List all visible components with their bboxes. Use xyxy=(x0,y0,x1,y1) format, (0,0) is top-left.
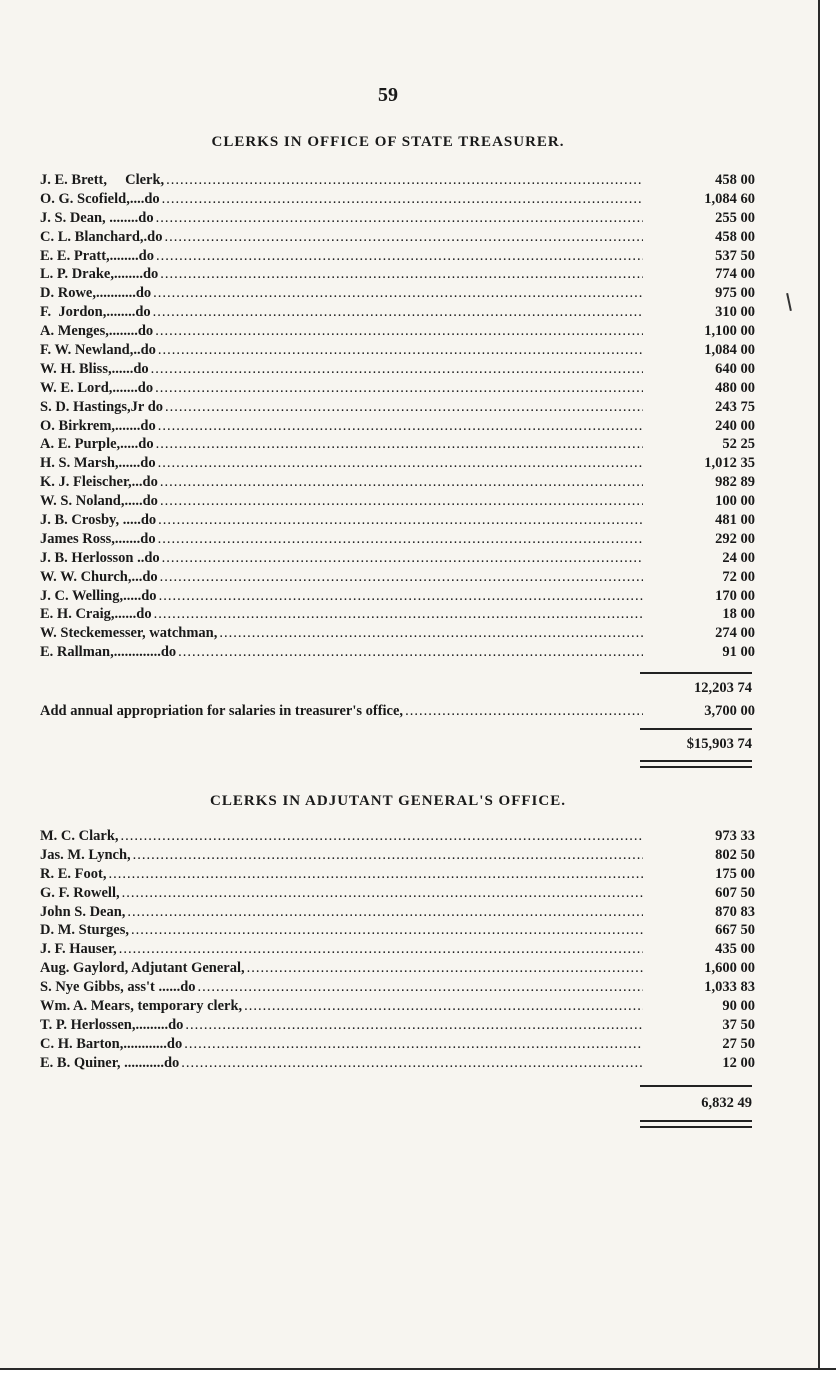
clerk-name: C. H. Barton,............do xyxy=(40,1035,183,1052)
leader-dots xyxy=(244,998,643,1015)
leader-dots xyxy=(185,1017,643,1034)
salary-amount: 774 00 xyxy=(715,266,755,283)
clerk-name: S. Nye Gibbs, ass't ......do xyxy=(40,979,196,996)
clerk-name: D. M. Sturges, xyxy=(40,922,130,939)
clerk-name: J. E. Brett, Clerk, xyxy=(40,172,165,188)
page-edge-right xyxy=(818,0,836,1380)
clerk-name: J. B. Crosby, .....do xyxy=(40,512,157,529)
ledger-row xyxy=(40,625,755,644)
clerk-name: S. D. Hastings,Jr do xyxy=(40,398,164,415)
ledger-row xyxy=(40,436,755,455)
clerk-name: A. Menges,........do xyxy=(40,323,154,340)
leader-dots xyxy=(133,847,643,864)
ledger-row xyxy=(40,847,755,866)
clerk-name: F. Jordon,........do xyxy=(40,304,151,321)
leader-dots xyxy=(219,625,643,642)
leader-dots xyxy=(158,455,643,472)
ledger-row xyxy=(40,455,755,474)
leader-dots xyxy=(158,512,643,529)
leader-dots xyxy=(247,960,643,977)
salary-amount: 18 00 xyxy=(722,606,755,623)
double-rule-bottom xyxy=(640,766,752,768)
ledger-row xyxy=(40,512,755,531)
leader-dots xyxy=(155,323,643,340)
clerk-name: W. S. Noland,.....do xyxy=(40,493,158,510)
salary-amount: 90 00 xyxy=(722,998,755,1015)
adjutant-section-title: CLERKS IN ADJUTANT GENERAL'S OFFICE. xyxy=(210,793,566,809)
salary-amount: 975 00 xyxy=(715,285,755,302)
ledger-row xyxy=(40,493,755,512)
clerk-name: J. F. Hauser, xyxy=(40,941,117,958)
leader-dots xyxy=(127,904,643,921)
ledger-row xyxy=(40,922,755,941)
clerk-name: A. E. Purple,.....do xyxy=(40,436,154,453)
ledger-row xyxy=(40,1036,755,1055)
treasurer-total: $15,903 74 xyxy=(686,736,752,752)
ledger-row xyxy=(40,304,755,323)
salary-amount: 1,084 60 xyxy=(704,190,755,207)
salary-amount: 640 00 xyxy=(715,360,755,377)
clerk-name: D. Rowe,...........do xyxy=(40,285,152,302)
ledger-row xyxy=(40,323,755,342)
salary-amount: 243 75 xyxy=(715,398,755,415)
ledger-row xyxy=(40,569,755,588)
treasurer-section-title: CLERKS IN OFFICE OF STATE TREASURER. xyxy=(211,134,565,150)
salary-amount: 91 00 xyxy=(722,644,755,661)
clerk-name: E. B. Quiner, ...........do xyxy=(40,1054,180,1071)
adjutant-ledger xyxy=(40,828,755,1074)
clerk-name: L. P. Drake,........do xyxy=(40,266,159,283)
leader-dots xyxy=(198,979,643,996)
ledger-row xyxy=(40,885,755,904)
salary-amount: 100 00 xyxy=(715,493,755,510)
ledger-row xyxy=(40,380,755,399)
leader-dots xyxy=(119,941,643,958)
ledger-row xyxy=(40,418,755,437)
page-number: 59 xyxy=(378,84,398,106)
ledger-row xyxy=(40,998,755,1017)
salary-amount: 255 00 xyxy=(715,209,755,226)
clerk-name: W. H. Bliss,......do xyxy=(40,360,149,377)
ledger-row xyxy=(40,866,755,885)
ledger-row xyxy=(40,941,755,960)
clerk-name: J. C. Welling,.....do xyxy=(40,587,157,604)
ledger-row xyxy=(40,285,755,304)
salary-amount: 1,012 35 xyxy=(704,455,755,472)
treasurer-subtotal: 12,203 74 xyxy=(694,680,752,696)
ledger-row xyxy=(40,191,755,210)
clerk-name: M. C. Clark, xyxy=(40,828,119,844)
treasurer-ledger xyxy=(40,172,755,663)
leader-dots xyxy=(154,606,643,623)
clerk-name: John S. Dean, xyxy=(40,903,126,920)
salary-amount: 607 50 xyxy=(715,884,755,901)
ledger-row xyxy=(40,606,755,625)
leader-dots xyxy=(153,285,643,302)
ledger-row xyxy=(40,172,755,191)
subtotal-rule xyxy=(640,672,752,674)
double-rule-top xyxy=(640,760,752,762)
leader-dots xyxy=(156,210,643,227)
clerk-name: J. B. Herlosson ..do xyxy=(40,549,160,566)
salary-amount: 1,033 83 xyxy=(704,979,755,996)
clerk-name: W. Steckemesser, watchman, xyxy=(40,625,218,642)
clerk-name: Wm. A. Mears, temporary clerk, xyxy=(40,998,243,1015)
salary-amount: 37 50 xyxy=(722,1016,755,1033)
adjutant-double-rule-top xyxy=(640,1120,752,1122)
ledger-row xyxy=(40,960,755,979)
clerk-name: Jas. M. Lynch, xyxy=(40,846,131,863)
leader-dots xyxy=(153,304,643,321)
clerk-name: G. F. Rowell, xyxy=(40,884,120,901)
salary-amount: 292 00 xyxy=(715,530,755,547)
leader-dots xyxy=(158,342,643,359)
salary-amount: 537 50 xyxy=(715,247,755,264)
ledger-row xyxy=(40,229,755,248)
adjutant-double-rule-bottom xyxy=(640,1126,752,1128)
leader-dots xyxy=(160,569,643,586)
leader-dots xyxy=(165,399,643,416)
salary-amount: 1,600 00 xyxy=(704,960,755,977)
salary-amount: 973 33 xyxy=(715,828,755,844)
salary-amount: 52 25 xyxy=(722,436,755,453)
clerk-name: W. W. Church,...do xyxy=(40,568,158,585)
salary-amount: 274 00 xyxy=(715,625,755,642)
clerk-name: J. S. Dean, ........do xyxy=(40,209,154,226)
ledger-row xyxy=(40,361,755,380)
leader-dots xyxy=(160,266,643,283)
leader-dots xyxy=(184,1036,643,1053)
leader-dots xyxy=(156,248,643,265)
salary-amount: 27 50 xyxy=(722,1035,755,1052)
salary-amount: 982 89 xyxy=(715,474,755,491)
salary-amount: 802 50 xyxy=(715,846,755,863)
clerk-name: R. E. Foot, xyxy=(40,865,107,882)
adjutant-total: 6,832 49 xyxy=(701,1095,752,1111)
appropriation-amount: 3,700 00 xyxy=(704,703,755,719)
ledger-row xyxy=(40,399,755,418)
salary-amount: 12 00 xyxy=(722,1054,755,1071)
salary-amount: 24 00 xyxy=(722,549,755,566)
salary-amount: 240 00 xyxy=(715,417,755,434)
page-edge-bottom xyxy=(0,1368,836,1380)
clerk-name: H. S. Marsh,......do xyxy=(40,455,156,472)
leader-dots xyxy=(122,885,643,902)
leader-dots xyxy=(158,531,643,548)
ledger-row xyxy=(40,588,755,607)
salary-amount: 175 00 xyxy=(715,865,755,882)
ledger-row xyxy=(40,550,755,569)
clerk-name: F. W. Newland,..do xyxy=(40,342,156,359)
ledger-row xyxy=(40,474,755,493)
ledger-row xyxy=(40,248,755,267)
ledger-row xyxy=(40,342,755,361)
leader-dots xyxy=(181,1055,643,1072)
salary-amount: 170 00 xyxy=(715,587,755,604)
salary-amount: 1,084 00 xyxy=(704,342,755,359)
leader-dots xyxy=(155,380,643,397)
salary-amount: 481 00 xyxy=(715,512,755,529)
leader-dots xyxy=(166,172,643,189)
leader-dots xyxy=(156,436,643,453)
leader-dots xyxy=(151,361,643,378)
leader-dots xyxy=(159,588,643,605)
ledger-row xyxy=(40,828,755,847)
salary-amount: 458 00 xyxy=(715,228,755,245)
clerk-name: K. J. Fleischer,...do xyxy=(40,474,158,491)
salary-amount: 667 50 xyxy=(715,922,755,939)
leader-dots xyxy=(162,191,643,208)
clerk-name: C. L. Blanchard,.do xyxy=(40,228,163,245)
adjutant-total-rule xyxy=(640,1085,752,1087)
clerk-name: E. Rallman,.............do xyxy=(40,644,177,661)
clerk-name: O. Birkrem,.......do xyxy=(40,417,156,434)
leader-dots xyxy=(158,418,643,435)
leader-dots xyxy=(164,229,643,246)
clerk-name: O. G. Scofield,....do xyxy=(40,190,160,207)
leader-dots xyxy=(162,550,643,567)
leader-dots xyxy=(160,493,643,510)
margin-mark xyxy=(786,293,792,311)
leader-dots xyxy=(121,828,643,845)
leader-dots xyxy=(178,644,643,661)
salary-amount: 72 00 xyxy=(722,568,755,585)
clerk-name: E. H. Craig,......do xyxy=(40,606,152,623)
clerk-name: W. E. Lord,.......do xyxy=(40,379,154,396)
appropriation-line xyxy=(40,703,755,722)
ledger-row xyxy=(40,1017,755,1036)
ledger-row xyxy=(40,979,755,998)
salary-amount: 435 00 xyxy=(715,941,755,958)
leader-dots xyxy=(405,703,643,720)
salary-amount: 310 00 xyxy=(715,304,755,321)
salary-amount: 458 00 xyxy=(715,172,755,188)
salary-amount: 480 00 xyxy=(715,379,755,396)
leader-dots xyxy=(131,922,643,939)
clerk-name: T. P. Herlossen,.........do xyxy=(40,1016,184,1033)
ledger-row xyxy=(40,904,755,923)
salary-amount: 1,100 00 xyxy=(704,323,755,340)
clerk-name: Aug. Gaylord, Adjutant General, xyxy=(40,960,245,977)
ledger-row xyxy=(40,1055,755,1074)
clerk-name: James Ross,.......do xyxy=(40,530,156,547)
ledger-row xyxy=(40,266,755,285)
leader-dots xyxy=(108,866,643,883)
clerk-name: E. E. Pratt,........do xyxy=(40,247,154,264)
ledger-row xyxy=(40,531,755,550)
ledger-row xyxy=(40,644,755,663)
leader-dots xyxy=(160,474,643,491)
salary-amount: 870 83 xyxy=(715,903,755,920)
appropriation-label: Add annual appropriation for salaries in treasurer's office, xyxy=(40,703,404,719)
total-rule xyxy=(640,728,752,730)
ledger-row xyxy=(40,210,755,229)
